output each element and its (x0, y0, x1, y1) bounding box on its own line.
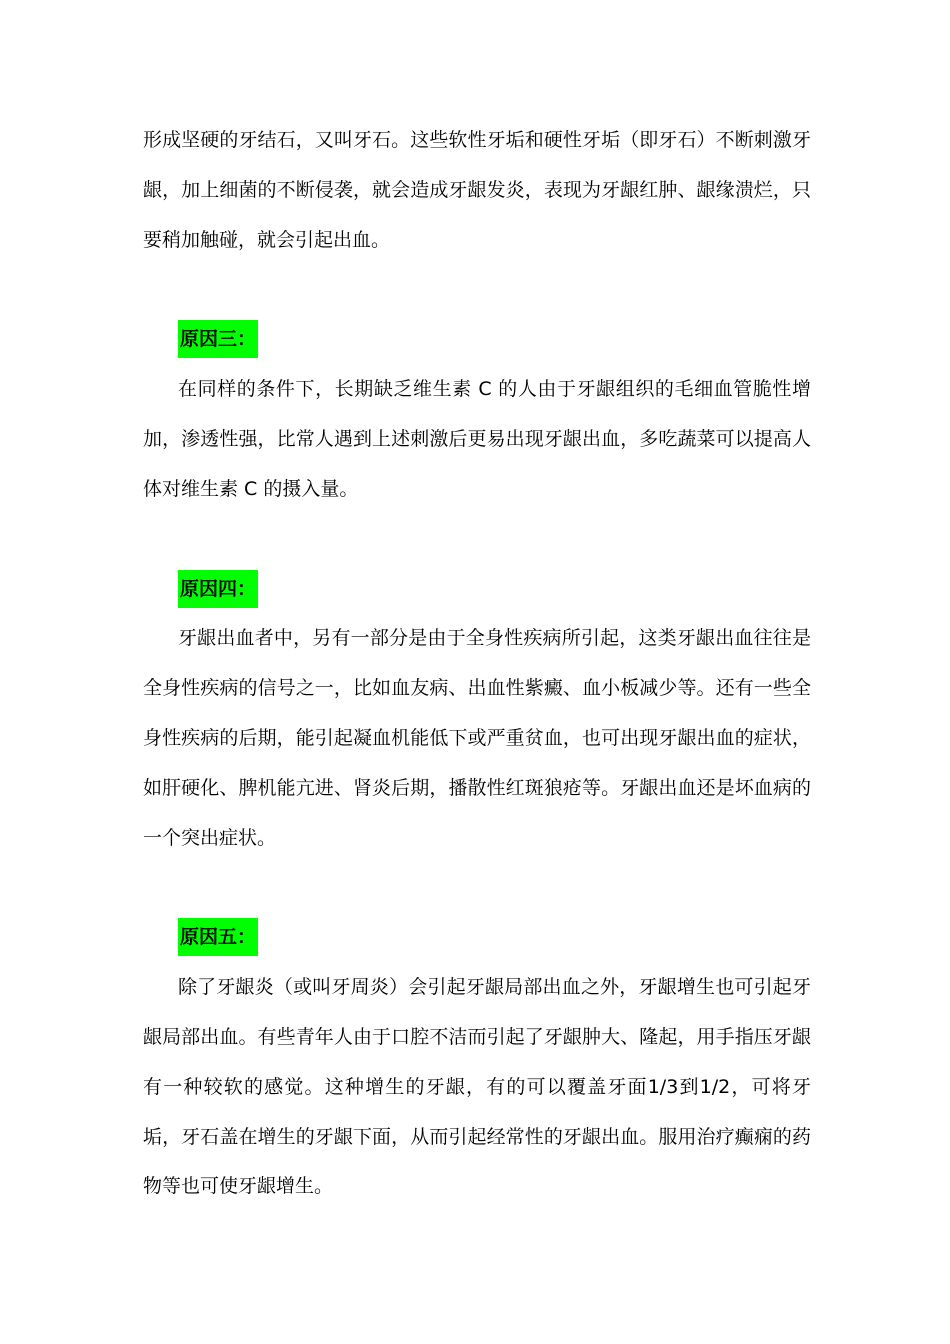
document-body (143, 116, 811, 1212)
section-heading-label: 原因五： (178, 918, 258, 956)
section-heading (143, 315, 811, 365)
section-heading-label: 原因三： (178, 320, 258, 358)
section-reason-three (143, 315, 811, 514)
section-reason-four (143, 565, 811, 864)
section-paragraph: 在同样的条件下，长期缺乏维生素 C 的人由于牙龈组织的毛细血管脆性增加，渗透性强，比常人遇到上述刺激后更易出现牙龈出血，多吃蔬菜可以提高人体对维生素 C 的摄入量。 (143, 378, 811, 500)
section-reason-five (143, 913, 811, 1212)
section-heading (143, 913, 811, 963)
intro-paragraph: 形成坚硬的牙结石，又叫牙石。这些软性牙垢和硬性牙垢（即牙石）不断刺激牙龈，加上细菌的不断侵袭，就会造成牙龈发炎，表现为牙龈红肿、龈缘溃烂，只要稍加触碰，就会引起出血。 (143, 129, 811, 251)
section-paragraph: 牙龈出血者中，另有一部分是由于全身性疾病所引起，这类牙龈出血往往是全身性疾病的信号之一，比如血友病、出血性紫癜、血小板减少等。还有一些全身性疾病的后期，能引起凝血机能低下或严重贫血，也可出现牙龈出血的症状，如肝硬化、脾机能亢进、肾炎后期，播散性红斑狼疮等。牙龈出血还是坏血病的一个突出症状。 (143, 627, 811, 849)
section-paragraph: 除了牙龈炎（或叫牙周炎）会引起牙龈局部出血之外，牙龈增生也可引起牙龈局部出血。有些青年人由于口腔不洁而引起了牙龈肿大、隆起，用手指压牙龈有一种较软的感觉。这种增生的牙龈，有的可以覆盖牙面1/3到1/2，可将牙垢，牙石盖在增生的牙龈下面，从而引起经常性的牙龈出血。服用治疗癫痫的药物等也可使牙龈增生。 (143, 976, 811, 1198)
section-heading (143, 565, 811, 615)
section-heading-label: 原因四： (178, 570, 258, 608)
